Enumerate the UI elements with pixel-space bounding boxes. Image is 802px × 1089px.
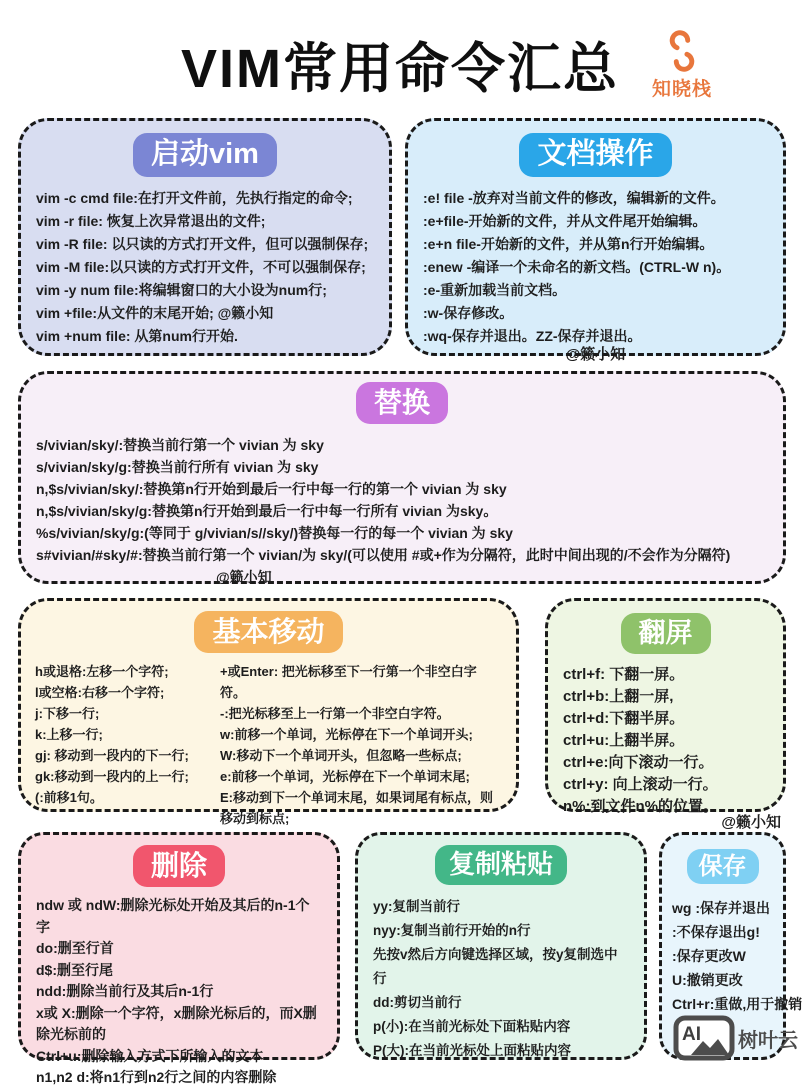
brand-swirl-icon (662, 33, 702, 69)
command-line: vim -c cmd file:在打开文件前，先执行指定的命令; (36, 189, 353, 206)
author-credit: @籁小知 (216, 569, 272, 586)
command-line: n,$s/vivian/sky/:替换第n行开始到最后一行中每一行的第一个 vivian 为 sky (36, 481, 507, 498)
command-line: vim -M file:以只读的方式打开文件，不可以强制保存; (36, 258, 366, 275)
command-line: vim -r file: 恢复上次异常退出的文件; (36, 212, 266, 229)
brand-logo (642, 33, 722, 101)
section-replace (18, 371, 786, 584)
watermark-ai-label: AI (682, 1024, 701, 1045)
command-line: x或 X:删除一个字符，x删除光标后的，而X删除光标前的 (36, 1004, 317, 1043)
command-line: :w-保存修改。 (423, 304, 514, 321)
command-line: n%:到文件n%的位置。 (563, 798, 718, 816)
command-line: dd:剪切当前行 (373, 994, 462, 1010)
command-line: s#vivian/#sky/#:替换当前行第一个 vivian/为 sky/(可以使用 #或+作为分隔符，此时中间出现的/不会作为分隔符) (36, 547, 731, 564)
command-line: gk:移动到一段内的上一行; (35, 769, 189, 785)
command-line: 先按v然后方向键选择区域，按y复制选中行 (373, 946, 618, 986)
command-line: (:前移1句。 (35, 790, 103, 806)
command-line: s/vivian/sky/:替换当前行第一个 vivian 为 sky (36, 437, 324, 454)
command-line: :wq-保存并退出。ZZ-保存并退出。 (423, 327, 642, 344)
command-line: :e! file -放弃对当前文件的修改，编辑新的文件。 (423, 189, 725, 206)
command-line: +或Enter: 把光标移至下一行第一个非空白字符。 (220, 664, 477, 701)
command-line: :enew -编译一个未命名的新文档。(CTRL-W n)。 (423, 258, 731, 275)
command-line: vim +num file: 从第num行开始. (36, 327, 238, 344)
command-line: U:撤销更改 (672, 972, 743, 989)
command-line: :e+n file-开始新的文件，并从第n行开始编辑。 (423, 235, 714, 252)
command-line: h或退格:左移一个字符; (35, 664, 169, 680)
section-title-badge-basic-move: 基本移动 (194, 611, 342, 653)
command-line: l或空格:右移一个字符; (35, 685, 165, 701)
command-line: ndd:删除当前行及其后n-1行 (36, 983, 214, 1000)
section-title-badge-delete: 删除 (133, 845, 225, 887)
command-line: nyy:复制当前行开始的n行 (373, 922, 531, 938)
command-list-copy-paste (358, 893, 644, 1063)
command-list-basic-move-right (220, 661, 502, 829)
command-line: ctrl+y: 向上滚动一行。 (563, 776, 718, 794)
brand-name: 知晓栈 (651, 79, 712, 100)
command-line: wg :保存并退出 (672, 900, 770, 917)
command-line: p(小):在当前光标处下面粘贴内容 (373, 1018, 571, 1034)
command-line: vim +file:从文件的末尾开始; @籁小知 (36, 304, 274, 321)
command-line: ctrl+d:下翻半屏。 (563, 710, 685, 728)
command-line: E:移动到下一个单词末尾，如果词尾有标点，则移动到标点; (220, 790, 494, 827)
command-line: do:删至行首 (36, 940, 114, 957)
command-line: vim -R file: 以只读的方式打开文件，但可以强制保存; (36, 235, 369, 252)
section-title-badge-replace: 替换 (356, 382, 448, 424)
command-line: n,$s/vivian/sky/g:替换第n行开始到最后一行中每一行所有 vivian 为sky。 (36, 503, 498, 520)
section-title-badge-doc-ops: 文档操作 (519, 133, 671, 177)
section-start-vim (18, 118, 392, 356)
section-title-badge-copy-paste: 复制粘贴 (435, 845, 567, 885)
section-basic-move (18, 598, 519, 827)
command-line: P(大):在当前光标处上面粘贴内容 (373, 1042, 571, 1058)
command-line: vim -y num file:将编辑窗口的大小设为num行; (36, 281, 327, 298)
command-list-save (662, 894, 802, 1016)
watermark-text: 树叶云 (738, 1029, 798, 1052)
command-line: %s/vivian/sky/g:(等同于 g/vivian/s//sky/)替换每一行的每一个 vivian 为 sky (36, 525, 513, 542)
command-line: :不保存退出g! (672, 924, 760, 941)
command-line: :e-重新加载当前文档。 (423, 281, 567, 298)
command-list-start-vim (21, 185, 389, 348)
command-line: ctrl+f: 下翻一屏。 (563, 666, 685, 684)
command-line: ctrl+u:上翻半屏。 (563, 732, 685, 750)
command-line: Ctrl+u:删除输入方式下所输入的文本 (36, 1047, 264, 1064)
section-title-badge-scroll: 翻屏 (621, 613, 711, 654)
command-line: ctrl+b:上翻一屏, (563, 688, 674, 706)
command-line: ndw 或 ndW:删除光标处开始及其后的n-1个字 (36, 897, 310, 935)
command-line: -:把光标移至上一行第一个非空白字符。 (220, 706, 450, 722)
command-line: gj: 移动到一段内的下一行; (35, 748, 189, 764)
command-list-doc-ops (408, 185, 783, 348)
command-list-delete (21, 893, 337, 1089)
command-line: n1,n2 d:将n1行到n2行之间的内容删除 (36, 1069, 277, 1086)
ai-image-icon (673, 1015, 735, 1061)
command-line: s/vivian/sky/g:替换当前行所有 vivian 为 sky (36, 459, 319, 476)
watermark (673, 1015, 798, 1061)
command-line: ctrl+e:向下滚动一行。 (563, 754, 714, 772)
author-credit: @籁小知 (721, 814, 781, 831)
section-scroll (545, 598, 786, 831)
page-title: VIM常用命令汇总 (180, 39, 619, 99)
command-list-scroll (548, 662, 783, 818)
command-line: yy:复制当前行 (373, 898, 461, 914)
author-credit: @籁小知 (565, 346, 626, 363)
command-list-basic-move-left (35, 661, 220, 829)
command-columns (21, 661, 516, 829)
command-line: W:移动下一个单词开头，但忽略一些标点; (220, 748, 462, 764)
command-line: w:前移一个单词，光标停在下一个单词开头; (220, 727, 473, 743)
command-line: :e+file-开始新的文件，并从文件尾开始编辑。 (423, 212, 707, 229)
section-delete (18, 832, 340, 1086)
command-line: e:前移一个单词，光标停在下一个单词末尾; (220, 769, 470, 785)
section-title-badge-save: 保存 (687, 849, 759, 884)
command-line: d$:删至行尾 (36, 961, 113, 978)
command-line: :保存更改W (672, 948, 746, 965)
command-line: k:上移一行; (35, 727, 103, 743)
section-copy-paste (355, 832, 647, 1060)
section-doc-ops (405, 118, 786, 363)
command-line: Ctrl+r:重做,用于撤销 (672, 996, 802, 1013)
command-line: j:下移一行; (35, 706, 100, 722)
command-list-replace (21, 432, 783, 566)
section-title-badge-start-vim: 启动vim (133, 133, 277, 177)
